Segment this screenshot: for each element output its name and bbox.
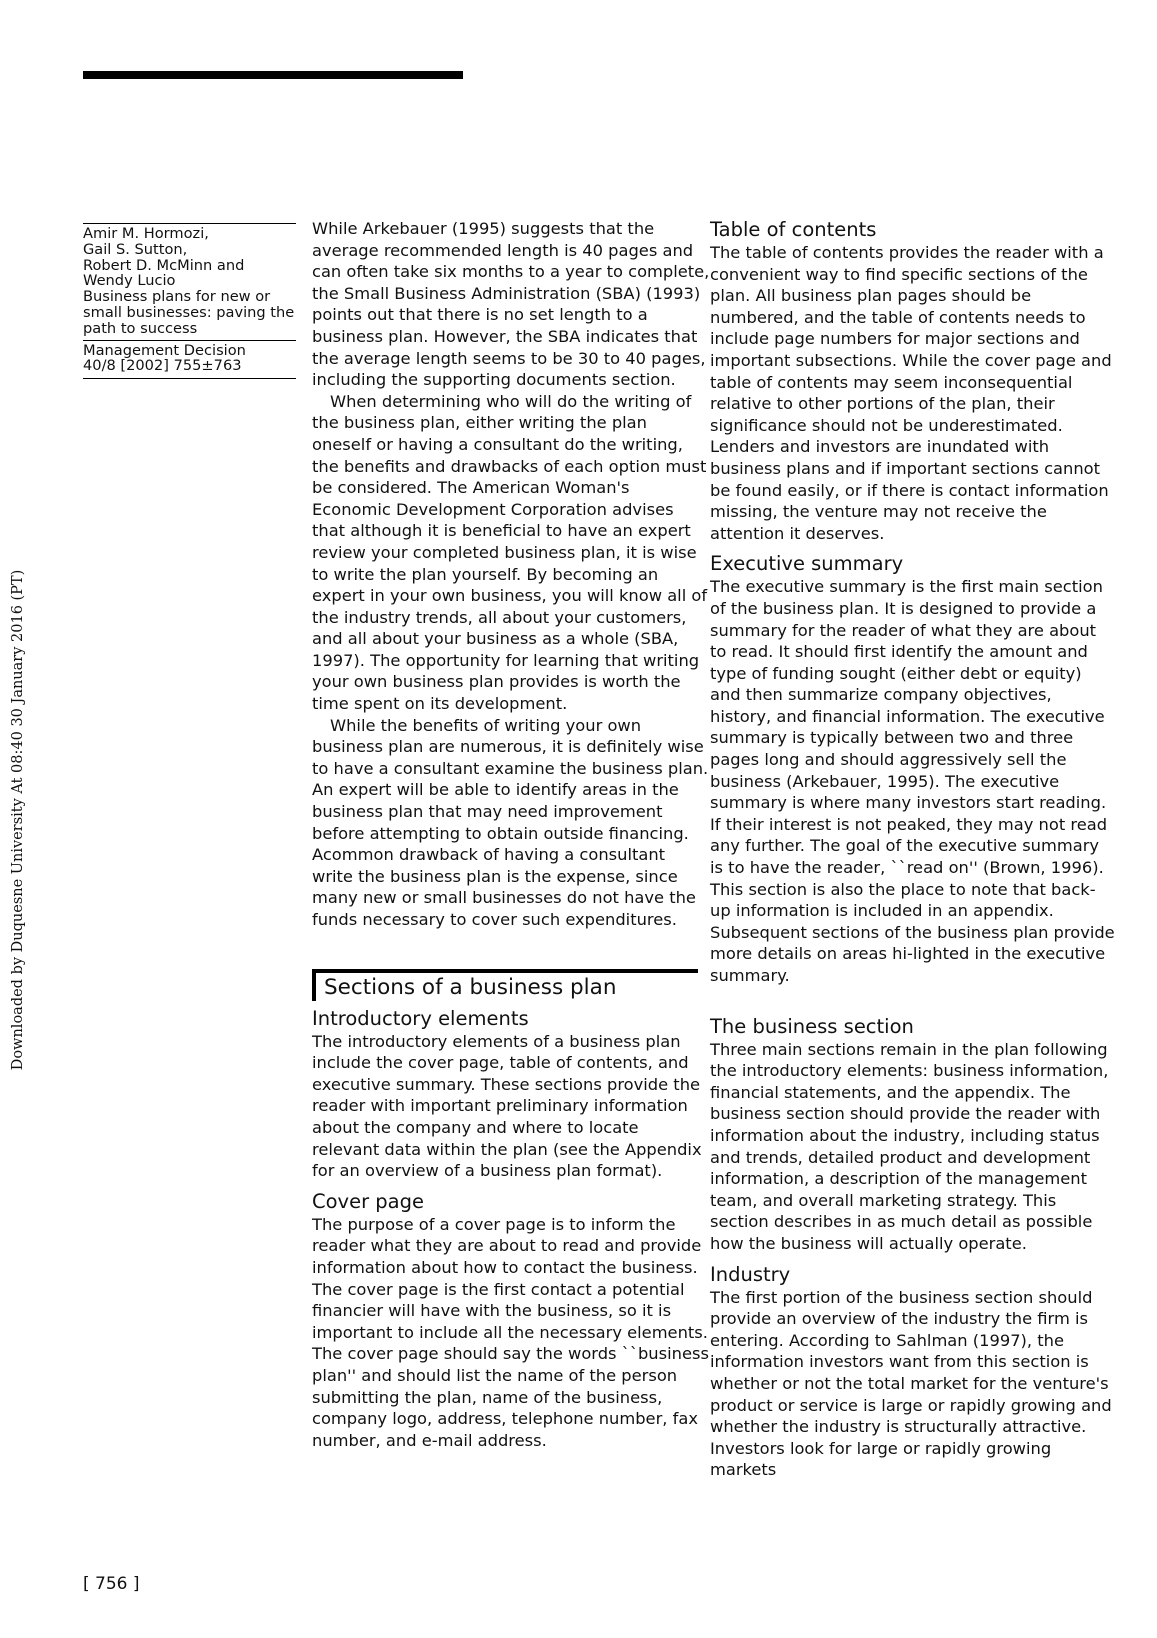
right-column xyxy=(710,218,1115,1481)
paragraph: The introductory elements of a business plan include the cover page, table of contents, and executive summary. These sections provide the reader with important preliminary information about the company and where to locate relevant data within the plan (see the Appendix for an overview of a business plan format). xyxy=(312,1031,702,1181)
journal-citation: 40/8 [2002] 755±763 xyxy=(83,357,242,375)
page-number: [ 756 ] xyxy=(83,1574,140,1594)
paragraph: The table of contents provides the reader with a convenient way to find specific sections of the plan. All business plan pages should be numbered, and the table of contents needs to include page numbers for major sections and important subsections. While the cover page and table of contents may seem inconsequential relative to other portions of the plan, their significance should not be underestimated. Lenders and investors are inundated with business plans and if important sections cannot be found easily, or if there is contact information missing, the venture may not receive the attention it deserves. xyxy=(710,243,1112,543)
author: Wendy Lucio xyxy=(83,272,176,290)
journal-info xyxy=(83,341,296,379)
paragraph: The first portion of the business section should provide an overview of the industry the firm is entering. According to Sahlman (1997), the information investors want from this section is whether or not the total market for the venture's product or service is large or rapidly growing and whether the industry is structurally attractive. Investors look for large or rapidly growing markets xyxy=(710,1287,1112,1480)
download-watermark: Downloaded by Duquesne University At 08:40 30 January 2016 (PT) xyxy=(10,569,26,1071)
author-list xyxy=(83,224,296,289)
paragraph: Three main sections remain in the plan following the introductory elements: business information, financial statements, and the appendix. The business section should provide the reader with information about the industry, including status and trends, detailed product and development information, a description of the management team, and overall marketing strategy. This section describes in as much detail as possible how the business will actually operate. xyxy=(710,1039,1109,1253)
middle-column xyxy=(312,218,710,1451)
author: Amir M. Hormozi, xyxy=(83,225,209,242)
divider xyxy=(83,378,296,379)
subsection-heading: Introductory elements xyxy=(312,1006,529,1030)
subsection-heading: Industry xyxy=(710,1262,791,1286)
paragraph: The purpose of a cover page is to inform the reader what they are about to read and provide information about how to contact the business. The cover page is the first contact a potential financier will have with the business, so it is important to include all the necessary elements. The cover page should say the words ``business plan'' and should list the name of the person submitting the plan, name of the business, company logo, address, telephone number, fax number, and e-mail address. xyxy=(312,1214,709,1450)
header-rule xyxy=(83,71,463,79)
subsection-heading: The business section xyxy=(710,1014,914,1038)
subsection-heading: Cover page xyxy=(312,1189,425,1213)
article-title: Business plans for new or small businesses: paving the path to success xyxy=(83,288,295,337)
author: Robert D. McMinn and xyxy=(83,256,245,274)
article-metadata xyxy=(83,223,296,379)
author: Gail S. Sutton, xyxy=(83,240,188,258)
section-heading: Sections of a business plan xyxy=(312,969,698,1001)
paragraph: The executive summary is the first main section of the business plan. It is designed to provide a summary for the reader of what they are about to read. It should first identify the amount and type of funding sought (either debt or equity) and then summarize company objectives, history, and financial information. The executive summary is typically between two and three pages long and should aggressively sell the business (Arkebauer, 1995). The executive summary is where many investors start reading. If their interest is not peaked, they may not read any further. The goal of the executive summary is to have the reader, ``read on'' (Brown, 1996). This section is also the place to note that back-up information is included in an appendix. Subsequent sections of the business plan provide more details on areas hi-lighted in the executive summary. xyxy=(710,577,1115,985)
paragraph: When determining who will do the writing of the business plan, either writing the plan oneself or having a consultant do the writing, the benefits and drawbacks of each option must be considered. The American Woman's Economic Development Corporation advises that although it is beneficial to have an expert review your completed business plan, it is wise to write the plan yourself. By becoming an expert in your own business, you will know all of the industry trends, all about your customers, and all about your business as a whole (SBA, 1997). The opportunity for learning that writing your own business plan provides is worth the time spent on its development. xyxy=(312,391,708,714)
subsection-heading: Table of contents xyxy=(710,218,877,241)
subsection-heading: Executive summary xyxy=(710,552,904,576)
journal-name: Management Decision xyxy=(83,341,246,359)
paragraph: While the benefits of writing your own business plan are numerous, it is definitely wise to have a consultant examine the business plan. An expert will be able to identify areas in the business plan that may need improvement before attempting to obtain outside financing. Acommon drawback of having a consultant write the business plan is the expense, since many new or small businesses do not have the funds necessary to cover such expenditures. xyxy=(312,715,709,929)
paragraph: While Arkebauer (1995) suggests that the average recommended length is 40 pages and can often take six months to a year to complete, the Small Business Administration (SBA) (1993) points out that there is no set length to a business plan. However, the SBA indicates that the average length seems to be 30 to 40 pages, including the supporting documents section. xyxy=(312,219,710,390)
